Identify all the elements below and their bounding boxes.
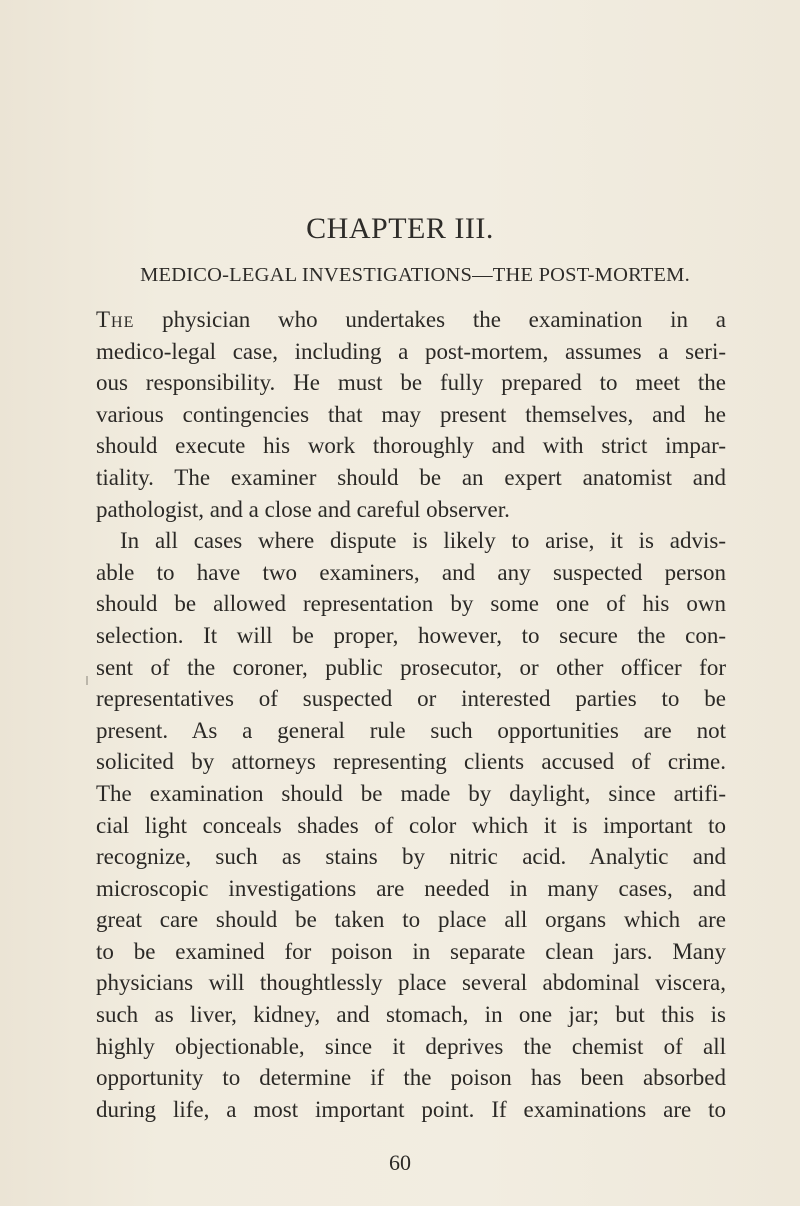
text-line: medico-legal case, including a post-mortem, assumes a seri- [96,338,726,364]
text-line [96,304,726,336]
text-line: representatives of suspected or interested parties to be [96,686,726,712]
text-line: In all cases where dispute is likely to arise, it is advis- [120,528,726,554]
text-line: present. As a general rule such opportunities are not [96,717,726,743]
text-line: should execute his work thoroughly and with strict impar- [96,433,726,459]
text-line: microscopic investigations are needed in many cases, and [96,875,726,901]
text-line: opportunity to determine if the poison has been absorbed [96,1065,726,1091]
text-line: The examination should be made by daylight, since artifi- [96,780,726,806]
text-line: highly objectionable, since it deprives the chemist of all [96,1033,726,1059]
text-line: to be examined for poison in separate clean jars. Many [96,938,726,964]
text-line: solicited by attorneys representing clients accused of crime. [96,749,726,775]
text-line: ous responsibility. He must be fully prepared to meet the [96,370,726,396]
text-line: selection. It will be proper, however, to secure the con- [96,622,726,648]
text-line: various contingencies that may present themselves, and he [96,401,726,427]
text-line: cial light conceals shades of color which it is important to [96,812,726,838]
drop-first-word: The [96,307,135,332]
paper-blemish [86,676,88,685]
text-line: great care should be taken to place all organs which are [96,907,726,933]
text-line: such as liver, kidney, and stomach, in one jar; but this is [96,1002,726,1028]
text-line: should be allowed representation by some one of his own [96,591,726,617]
text-line: pathologist, and a close and careful observer. [96,496,510,522]
page-number: 60 [389,1150,411,1175]
text-line: physicians will thoughtlessly place several abdominal viscera, [96,970,726,996]
body-text [96,304,726,1125]
chapter-title: CHAPTER III. [306,212,494,245]
text-line-content: physician who undertakes the examination in a [134,307,726,332]
text-line: during life, a most important point. If examinations are to [96,1096,726,1122]
text-line: tiality. The examiner should be an expert anatomist and [96,464,726,490]
text-line: able to have two examiners, and any suspected person [96,559,726,585]
text-line: recognize, such as stains by nitric acid. Analytic and [96,844,726,870]
text-line: sent of the coroner, public prosecutor, or other officer for [96,654,726,680]
section-title: MEDICO-LEGAL INVESTIGATIONS—THE POST-MORTEM. [140,264,690,286]
